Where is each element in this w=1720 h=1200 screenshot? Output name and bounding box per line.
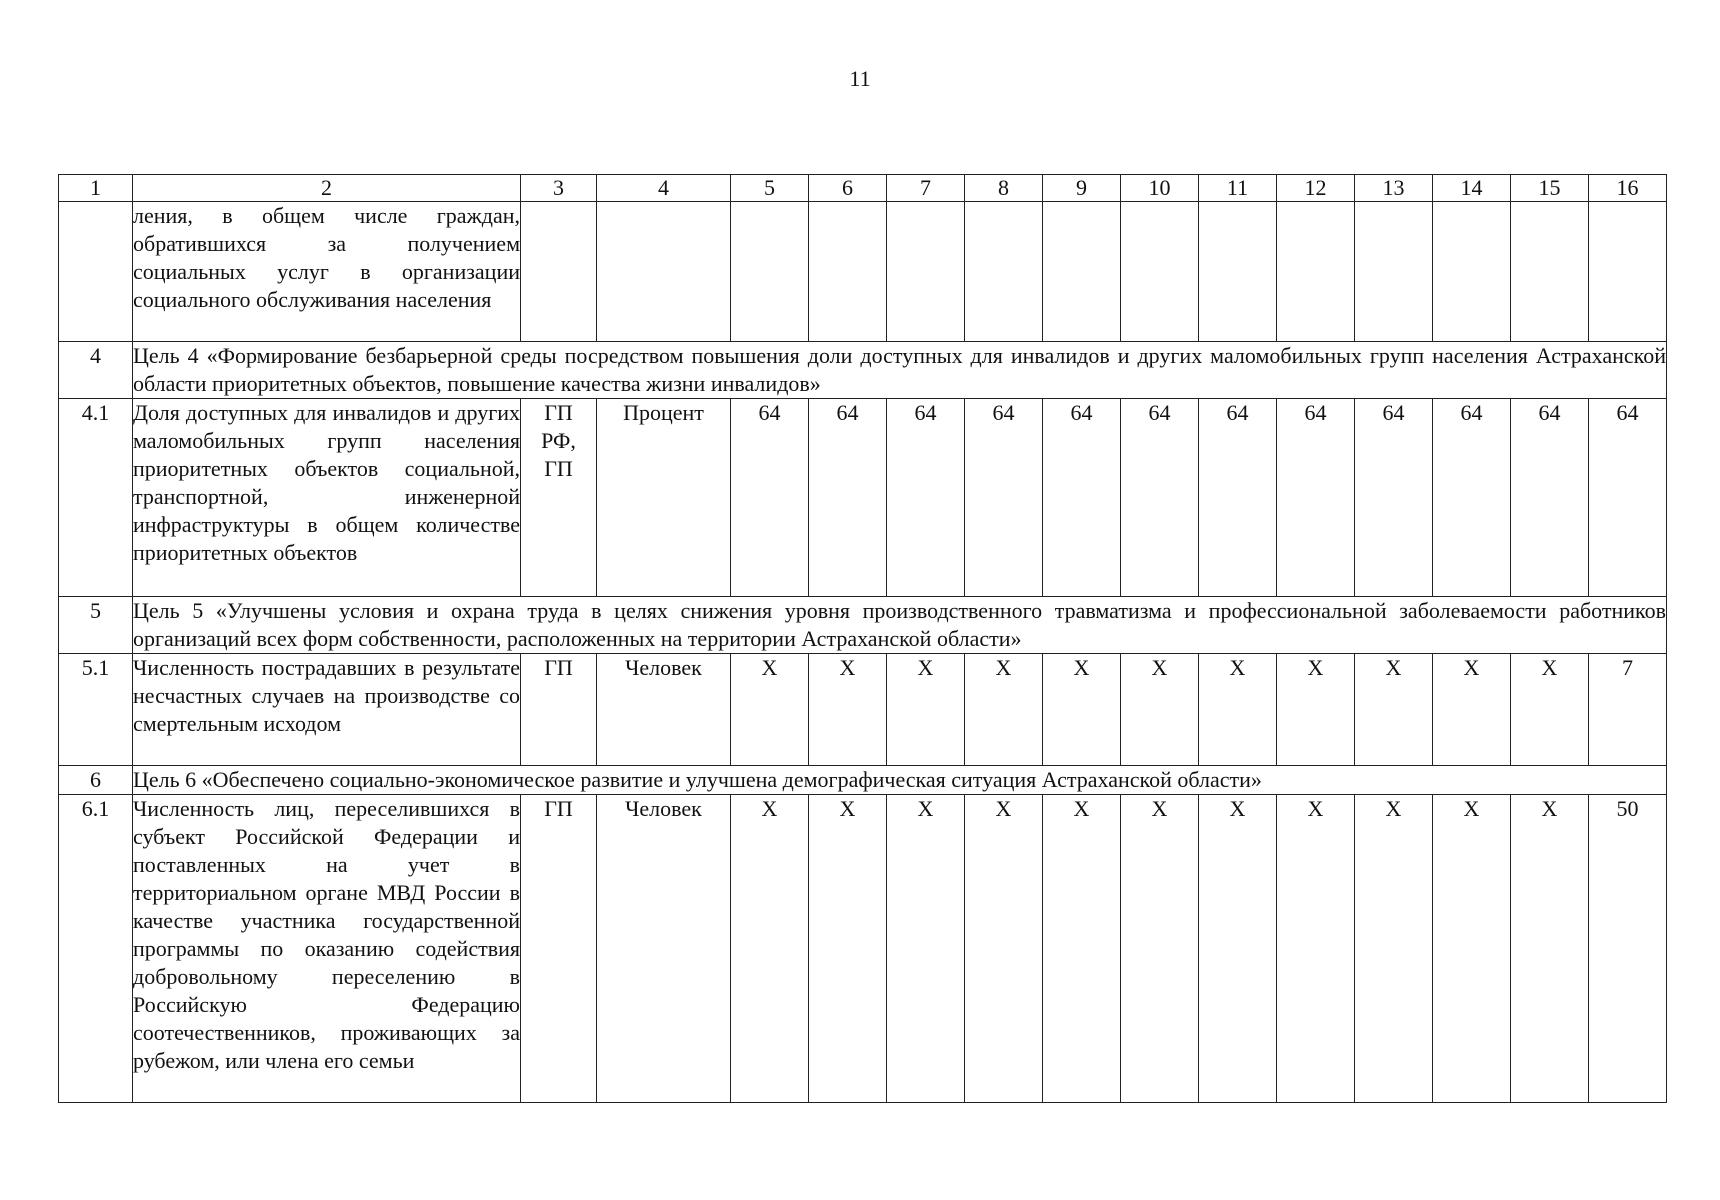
header-cell: 8: [965, 175, 1043, 202]
row-number: [59, 202, 133, 342]
indicator-unit: [597, 202, 731, 342]
value-cell: 64: [965, 399, 1043, 597]
table-body: [59, 202, 1667, 1103]
value-cell: 64: [1433, 399, 1511, 597]
header-row: [59, 175, 1667, 202]
value-cell: 50: [1589, 795, 1667, 1103]
value-cell: Х: [1433, 795, 1511, 1103]
value-cell: Х: [1199, 654, 1277, 766]
value-cell: [1277, 202, 1355, 342]
header-cell: 6: [809, 175, 887, 202]
indicator-name: Численность лиц, переселившихся в субъект Российской Федерации и поставленных на учет в территориальном органе МВД России в качестве участника государственной программы по оказанию содействия добровольному переселению в Российскую Федерацию соотечественников, проживающих за рубежом, или члена его семьи: [133, 795, 521, 1103]
indicator-row: [59, 202, 1667, 342]
source-line: РФ,: [541, 428, 576, 453]
value-cell: Х: [1121, 795, 1199, 1103]
value-cell: Х: [731, 654, 809, 766]
goal-text: Цель 4 «Формирование безбарьерной среды посредством повышения доли доступных для инвалидов и других маломобильных групп населения Астраханской области приоритетных объектов, повышение качества жизни инвалидов»: [133, 342, 1667, 399]
value-cell: 64: [809, 399, 887, 597]
indicator-source: [521, 399, 597, 597]
value-cell: [1043, 202, 1121, 342]
value-cell: [965, 202, 1043, 342]
value-cell: [809, 202, 887, 342]
source-line: ГП: [544, 456, 573, 481]
header-cell: 7: [887, 175, 965, 202]
value-cell: 64: [1199, 399, 1277, 597]
indicator-source: [521, 654, 597, 766]
source-line: ГП: [544, 655, 573, 680]
value-cell: [1199, 202, 1277, 342]
value-cell: Х: [809, 795, 887, 1103]
row-number: 4: [59, 342, 133, 399]
value-cell: 64: [887, 399, 965, 597]
row-number: 6.1: [59, 795, 133, 1103]
value-cell: Х: [809, 654, 887, 766]
header-cell: 3: [521, 175, 597, 202]
value-cell: Х: [1277, 654, 1355, 766]
header-cell: 14: [1433, 175, 1511, 202]
header-cell: 16: [1589, 175, 1667, 202]
indicator-unit: Человек: [597, 654, 731, 766]
indicator-row: [59, 795, 1667, 1103]
value-cell: 7: [1589, 654, 1667, 766]
goal-row: [59, 766, 1667, 795]
value-cell: Х: [965, 795, 1043, 1103]
indicator-unit: Человек: [597, 795, 731, 1103]
goal-row: [59, 342, 1667, 399]
value-cell: Х: [1043, 654, 1121, 766]
value-cell: 64: [1121, 399, 1199, 597]
header-cell: 2: [133, 175, 521, 202]
indicators-table: [58, 174, 1667, 1103]
header-cell: 13: [1355, 175, 1433, 202]
value-cell: Х: [1277, 795, 1355, 1103]
header-cell: 12: [1277, 175, 1355, 202]
indicator-row: [59, 399, 1667, 597]
value-cell: Х: [1511, 654, 1589, 766]
value-cell: [1121, 202, 1199, 342]
row-number: 5: [59, 597, 133, 654]
value-cell: [1511, 202, 1589, 342]
value-cell: Х: [1199, 795, 1277, 1103]
value-cell: [1355, 202, 1433, 342]
source-line: ГП: [544, 796, 573, 821]
row-number: 5.1: [59, 654, 133, 766]
value-cell: 64: [1043, 399, 1121, 597]
goal-text: Цель 6 «Обеспечено социально-экономическое развитие и улучшена демографическая ситуация Астраханской области»: [133, 766, 1667, 795]
indicator-name: Численность пострадавших в результате несчастных случаев на производстве со смертельным исходом: [133, 654, 521, 766]
header-cell: 15: [1511, 175, 1589, 202]
value-cell: 64: [1355, 399, 1433, 597]
goal-text: Цель 5 «Улучшены условия и охрана труда в целях снижения уровня производственного травматизма и профессиональной заболеваемости работников организаций всех форм собственности, расположенных на территории Астраханской области»: [133, 597, 1667, 654]
value-cell: 64: [1277, 399, 1355, 597]
value-cell: [887, 202, 965, 342]
header-cell: 9: [1043, 175, 1121, 202]
value-cell: [1589, 202, 1667, 342]
header-cell: 11: [1199, 175, 1277, 202]
indicator-name: Доля доступных для инвалидов и других маломобильных групп населения приоритетных объектов социальной, транспортной, инженерной инфраструктуры в общем количестве приоритетных объектов: [133, 399, 521, 597]
value-cell: 64: [731, 399, 809, 597]
header-cell: 1: [59, 175, 133, 202]
value-cell: Х: [1355, 795, 1433, 1103]
header-cell: 5: [731, 175, 809, 202]
indicator-row: [59, 654, 1667, 766]
value-cell: 64: [1589, 399, 1667, 597]
value-cell: Х: [1043, 795, 1121, 1103]
value-cell: Х: [1121, 654, 1199, 766]
indicator-name: ления, в общем числе граждан, обратившихся за получением социальных услуг в организации социального обслуживания населения: [133, 202, 521, 342]
row-number: 4.1: [59, 399, 133, 597]
value-cell: [731, 202, 809, 342]
value-cell: Х: [1511, 795, 1589, 1103]
source-line: ГП: [544, 400, 573, 425]
indicator-source: [521, 795, 597, 1103]
value-cell: 64: [1511, 399, 1589, 597]
value-cell: Х: [1355, 654, 1433, 766]
value-cell: Х: [731, 795, 809, 1103]
value-cell: [1433, 202, 1511, 342]
row-number: 6: [59, 766, 133, 795]
value-cell: Х: [887, 795, 965, 1103]
header-cell: 10: [1121, 175, 1199, 202]
page-number: 11: [849, 66, 871, 91]
value-cell: Х: [887, 654, 965, 766]
value-cell: Х: [1433, 654, 1511, 766]
indicator-source: [521, 202, 597, 342]
header-cell: 4: [597, 175, 731, 202]
goal-row: [59, 597, 1667, 654]
indicator-unit: Процент: [597, 399, 731, 597]
value-cell: Х: [965, 654, 1043, 766]
